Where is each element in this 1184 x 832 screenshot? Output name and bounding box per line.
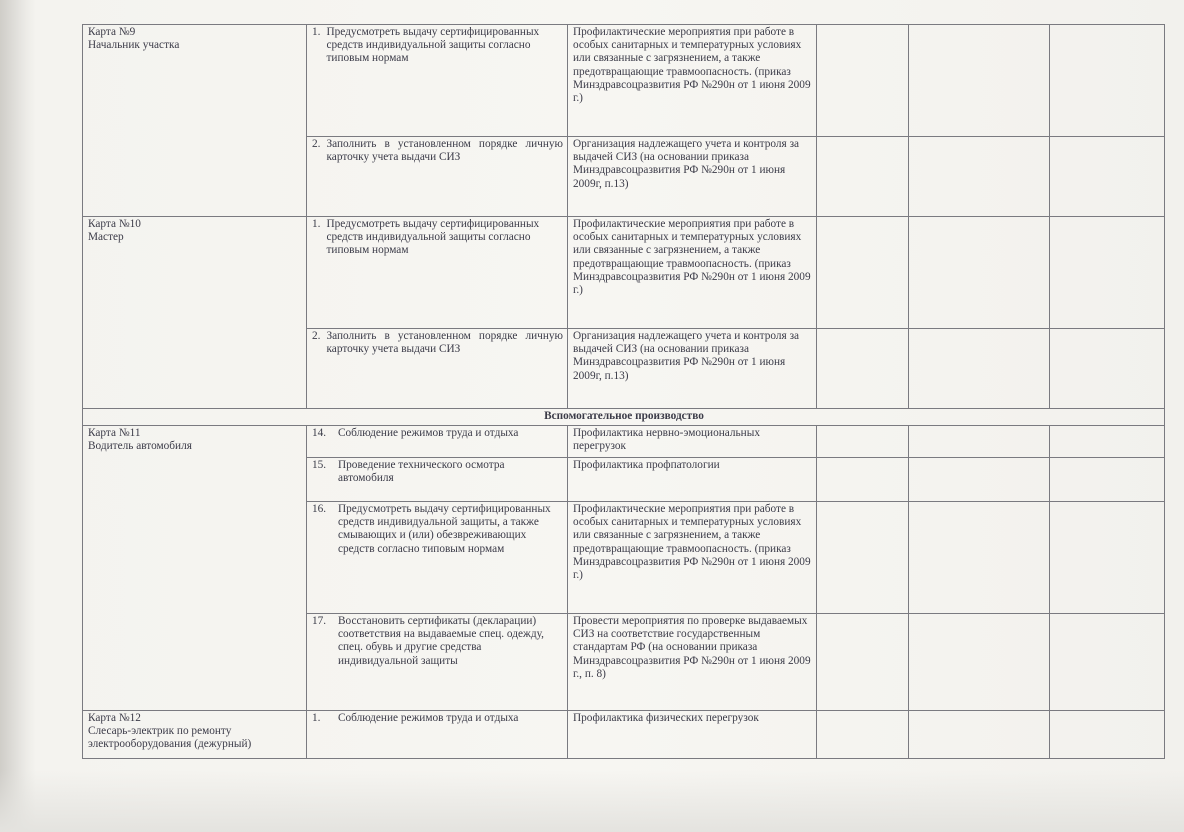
item-number: 1. xyxy=(312,712,321,724)
card-title: Карта №12 xyxy=(88,712,141,724)
measure-cell xyxy=(307,137,568,217)
empty-cell xyxy=(817,137,909,217)
section-title: Вспомогательное производство xyxy=(83,409,1165,426)
measure-text: Проведение технического осмотра автомобиля xyxy=(338,459,505,485)
item-number: 2. xyxy=(312,330,321,342)
empty-cell xyxy=(909,217,1050,329)
measure-cell xyxy=(307,329,568,409)
empty-cell xyxy=(909,711,1050,759)
empty-cell xyxy=(1050,25,1165,137)
purpose-cell: Профилактика профпатологии xyxy=(568,458,817,502)
card-role: Водитель автомобиля xyxy=(88,440,192,453)
table-row xyxy=(83,25,1165,137)
empty-cell xyxy=(909,329,1050,409)
empty-cell xyxy=(909,458,1050,502)
card-cell xyxy=(83,426,307,711)
empty-cell xyxy=(817,458,909,502)
empty-cell xyxy=(1050,711,1165,759)
card-title: Карта №9 xyxy=(88,26,136,38)
empty-cell xyxy=(909,614,1050,711)
measure-cell xyxy=(307,614,568,711)
item-number: 15. xyxy=(312,459,327,471)
measure-text: Предусмотреть выдачу сертифицированных средств индивидуальной защиты согласно типовым нормам xyxy=(326,26,540,65)
empty-cell xyxy=(1050,458,1165,502)
purpose-cell: Организация надлежащего учета и контроля за выдачей СИЗ (на основании приказа Минздравсоцразвития РФ №290н от 1 июня 2009г, п.13) xyxy=(568,329,817,409)
purpose-cell: Профилактика физических перегрузок xyxy=(568,711,817,759)
purpose-cell: Профилактические мероприятия при работе в особых санитарных и температурных условиях или связанные с загрязнением, а также предотвращающие травмоопасность. (приказ Минздравсоцразвития РФ №290н от 1 июня 2009 г.) xyxy=(568,25,817,137)
purpose-cell: Профилактика нервно-эмоциональных перегрузок xyxy=(568,426,817,458)
item-number: 1. xyxy=(312,218,321,230)
empty-cell xyxy=(817,614,909,711)
measure-cell xyxy=(307,217,568,329)
empty-cell xyxy=(909,502,1050,614)
empty-cell xyxy=(817,217,909,329)
empty-cell xyxy=(1050,217,1165,329)
section-row xyxy=(83,409,1165,426)
measure-cell xyxy=(307,426,568,458)
measure-cell xyxy=(307,458,568,502)
measures-table xyxy=(82,24,1165,759)
empty-cell xyxy=(817,711,909,759)
item-number: 16. xyxy=(312,503,327,515)
empty-cell xyxy=(1050,614,1165,711)
measure-text: Восстановить сертификаты (декларации) соответствия на выдаваемые спец. одежду, спец. обувь и другие средства индивидуальной защиты xyxy=(338,615,544,667)
empty-cell xyxy=(817,502,909,614)
measure-cell xyxy=(307,502,568,614)
purpose-cell: Провести мероприятия по проверке выдаваемых СИЗ на соответствие государственным стандартам РФ (на основании приказа Минздравсоцразвития РФ №290н от 1 июня 2009 г., п. 8) xyxy=(568,614,817,711)
measure-text: Предусмотреть выдачу сертифицированных средств индивидуальной защиты согласно типовым нормам xyxy=(326,218,540,257)
measure-text: Предусмотреть выдачу сертифицированных средств индивидуальной защиты, а также смывающих и (или) обезвреживающих средств согласно типовым нормам xyxy=(338,503,551,555)
measure-text: Соблюдение режимов труда и отдыха xyxy=(338,712,519,724)
measure-text: Заполнить в установленном порядке личную карточку учета выдачи СИЗ xyxy=(326,330,563,356)
item-number: 1. xyxy=(312,26,321,38)
page-bottom-shade xyxy=(0,770,1184,832)
empty-cell xyxy=(909,137,1050,217)
empty-cell xyxy=(817,426,909,458)
empty-cell xyxy=(909,426,1050,458)
table-row xyxy=(83,426,1165,458)
card-title: Карта №10 xyxy=(88,218,141,230)
item-number: 2. xyxy=(312,138,321,150)
empty-cell xyxy=(1050,502,1165,614)
empty-cell xyxy=(1050,137,1165,217)
measure-cell xyxy=(307,25,568,137)
card-role: Слесарь-электрик по ремонту электрооборудования (дежурный) xyxy=(88,725,252,751)
measure-cell xyxy=(307,711,568,759)
measure-text: Заполнить в установленном порядке личную карточку учета выдачи СИЗ xyxy=(326,138,563,164)
page-left-edge xyxy=(0,0,26,832)
purpose-cell: Организация надлежащего учета и контроля за выдачей СИЗ (на основании приказа Минздравсоцразвития РФ №290н от 1 июня 2009г, п.13) xyxy=(568,137,817,217)
purpose-cell: Профилактические мероприятия при работе в особых санитарных и температурных условиях или связанные с загрязнением, а также предотвращающие травмоопасность. (приказ Минздравсоцразвития РФ №290н от 1 июня 2009 г.) xyxy=(568,217,817,329)
measure-text: Соблюдение режимов труда и отдыха xyxy=(338,427,519,439)
item-number: 14. xyxy=(312,427,327,439)
table-row xyxy=(83,711,1165,759)
card-cell xyxy=(83,711,307,759)
empty-cell xyxy=(817,329,909,409)
card-title: Карта №11 xyxy=(88,427,141,439)
card-role: Начальник участка xyxy=(88,39,180,52)
table-row xyxy=(83,217,1165,329)
purpose-cell: Профилактические мероприятия при работе в особых санитарных и температурных условиях или связанные с загрязнением, а также предотвращающие травмоопасность. (приказ Минздравсоцразвития РФ №290н от 1 июня 2009 г.) xyxy=(568,502,817,614)
empty-cell xyxy=(817,25,909,137)
card-cell xyxy=(83,217,307,409)
empty-cell xyxy=(1050,329,1165,409)
empty-cell xyxy=(1050,426,1165,458)
card-role: Мастер xyxy=(88,231,124,244)
empty-cell xyxy=(909,25,1050,137)
card-cell xyxy=(83,25,307,217)
item-number: 17. xyxy=(312,615,327,627)
